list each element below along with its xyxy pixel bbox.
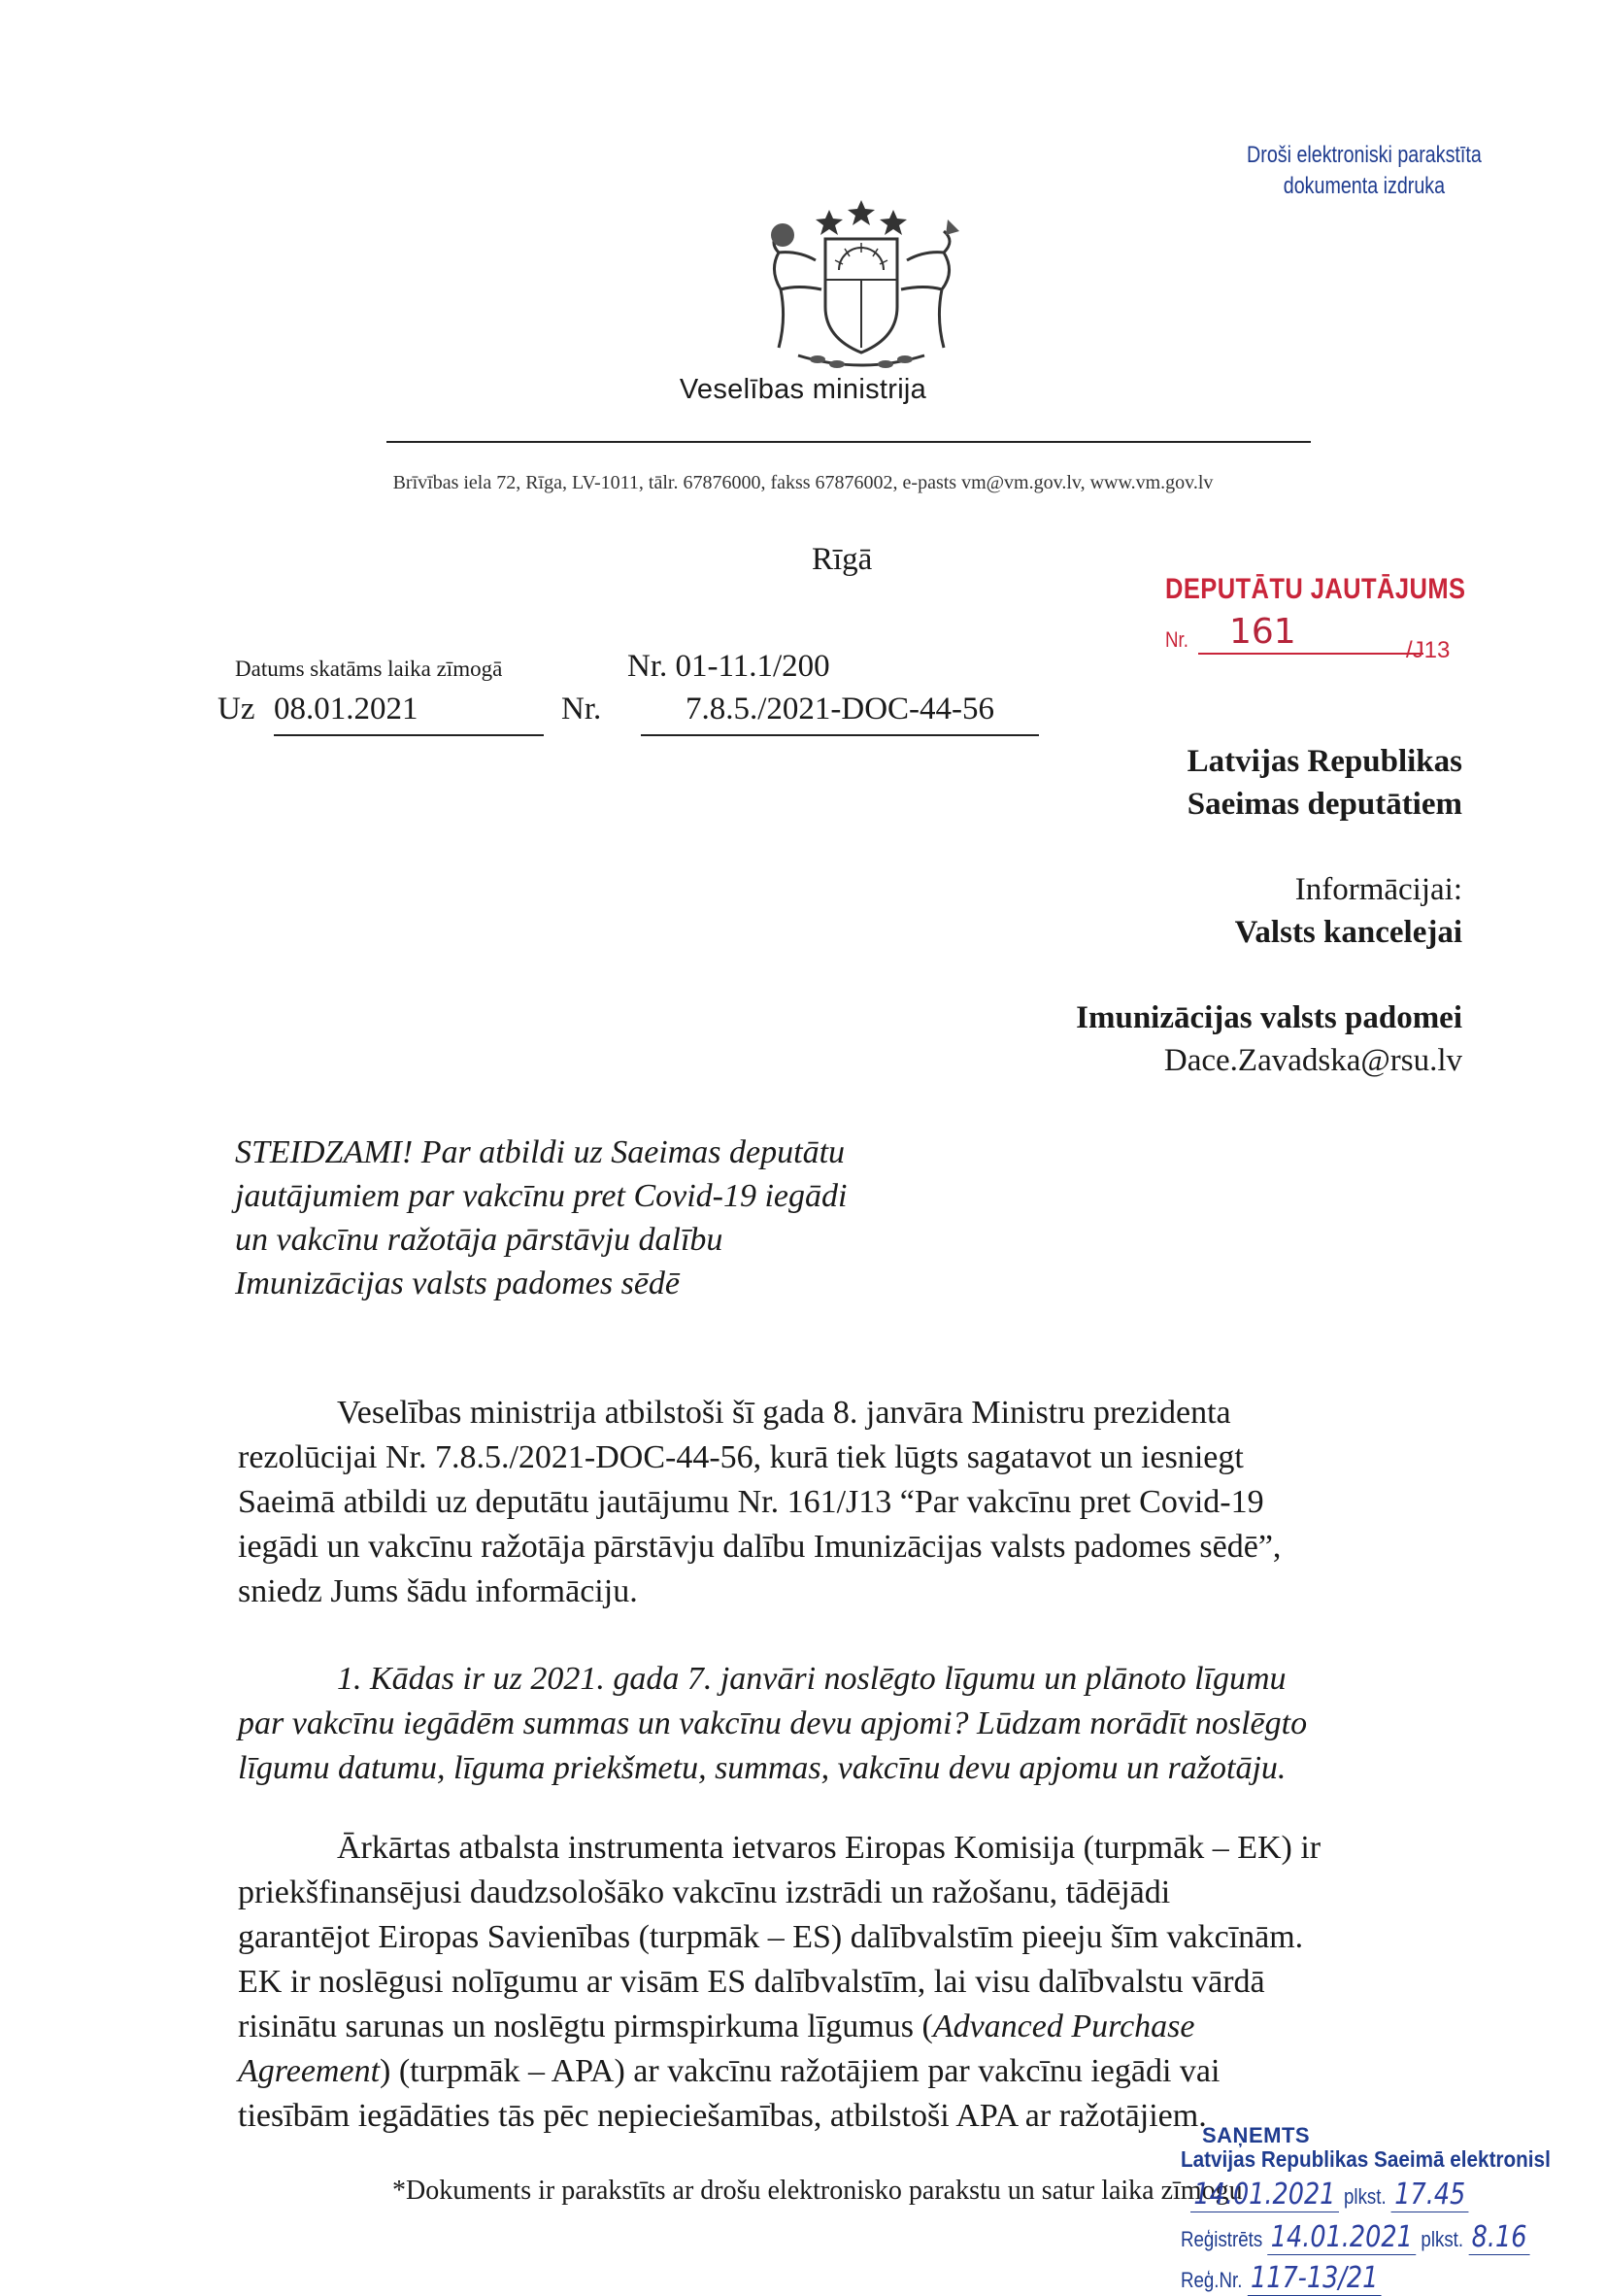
council-email: Dace.Zavadska@rsu.lv	[1163, 1043, 1462, 1078]
text-span-italic: Agreement	[238, 2053, 381, 2089]
reply-to-doc-number: 7.8.5./2021-DOC-44-56	[641, 692, 1039, 736]
received-stamp-title: SAŅEMTS	[1202, 2123, 1311, 2147]
registered-time: 8.16	[1468, 2220, 1530, 2255]
esign-stamp	[1247, 140, 1482, 202]
date-label: Datums skatāms laika zīmogā	[235, 657, 503, 681]
reply-to-date: 08.01.2021	[274, 692, 544, 736]
letter-subject	[235, 1131, 973, 1305]
document-number: Nr. 01-11.1/200	[627, 649, 830, 684]
deputies-stamp-title: DEPUTĀTU JAUTĀJUMS	[1165, 573, 1466, 605]
primary-recipient-line-1: Latvijas Republikas	[1187, 744, 1462, 779]
info-label: Informācijai:	[1294, 872, 1462, 907]
info-recipient-name: Valsts kancelejai	[1234, 915, 1462, 950]
deputies-stamp-suffix: /J13	[1406, 637, 1451, 663]
text-line	[238, 2049, 1467, 2094]
reply-to-nr-label: Nr.	[561, 692, 602, 726]
deputies-stamp-underline	[1198, 653, 1423, 655]
deputies-stamp-number: 161	[1229, 612, 1296, 652]
registered-row	[1181, 2220, 1530, 2254]
city: Rīgā	[812, 542, 873, 577]
paragraph-intro	[238, 1391, 1467, 1614]
subject-line: jautājumiem par vakcīnu pret Covid-19 iegādi	[235, 1178, 848, 1214]
footnote: *Dokuments ir parakstīts ar drošu elektronisko parakstu un satur laika zīmogu	[392, 2176, 1243, 2206]
text-line: līgumu datumu, līguma priekšmetu, summas, vakcīnu devu apjomu un ražotāju.	[238, 1750, 1287, 1786]
paragraph-answer-1	[238, 1826, 1467, 2139]
deputies-stamp-nr-label: Nr.	[1165, 627, 1188, 652]
received-stamp	[1181, 2123, 1606, 2295]
header-divider	[386, 441, 1311, 443]
text-span-italic: Advanced Purchase	[932, 2009, 1195, 2044]
deputies-question-stamp	[1165, 573, 1519, 663]
reg-nr-row	[1181, 2261, 1382, 2295]
primary-recipient-line-2: Saeimas deputātiem	[1187, 787, 1462, 822]
text-line: tiesībām iegādāties tās pēc nepieciešamības, atbilstoši APA ar ražotājiem.	[238, 2098, 1207, 2134]
reg-nr-label: Reģ.Nr.	[1181, 2268, 1243, 2292]
ministry-address: Brīvības iela 72, Rīga, LV-1011, tālr. 67876000, fakss 67876002, e-pasts vm@vm.gov.lv, www.vm.gov.lv	[392, 472, 1214, 493]
text-line: iegādi un vakcīnu ražotāja pārstāvju dalību Imunizācijas valsts padomes sēdē”,	[238, 1529, 1282, 1565]
coat-of-arms-icon	[740, 192, 983, 377]
council-recipient	[1076, 996, 1462, 1082]
subject-line: un vakcīnu ražotāja pārstāvju dalību	[235, 1222, 723, 1258]
text-span: ) (turpmāk – APA) ar vakcīnu ražotājiem par vakcīnu iegādi vai	[380, 2053, 1221, 2089]
subject-line: Imunizācijas valsts padomes sēdē	[235, 1266, 681, 1301]
text-line: EK ir noslēgusi nolīgumu ar visām ES dalībvalstīm, lai visu dalībvalstu vārdā	[238, 1964, 1265, 2000]
received-date: 14.01.2021	[1190, 2178, 1339, 2212]
text-line: rezolūcijai Nr. 7.8.5./2021-DOC-44-56, kurā tiek lūgts sagatavot un iesniegt	[238, 1439, 1244, 1475]
text-line: par vakcīnu iegādēm summas un vakcīnu devu apjomi? Lūdzam norādīt noslēgto	[238, 1705, 1308, 1741]
registered-time-label: plkst.	[1421, 2227, 1464, 2251]
received-time: 17.45	[1391, 2178, 1469, 2212]
text-line: Veselības ministrija atbilstoši šī gada 8. janvāra Ministru prezidenta	[337, 1395, 1231, 1431]
ministry-name: Veselības ministrija	[679, 374, 927, 405]
paragraph-question-1	[238, 1657, 1467, 1791]
primary-recipient	[1188, 740, 1462, 826]
esign-line-2: dokumenta izdruka	[1283, 173, 1446, 199]
text-line: Saeimā atbildi uz deputātu jautājumu Nr. 161/J13 “Par vakcīnu pret Covid-19	[238, 1484, 1264, 1520]
council-name: Imunizācijas valsts padomei	[1076, 1000, 1462, 1035]
reg-nr: 117-13/21	[1248, 2261, 1382, 2296]
text-line: priekšfinansējusi daudzsološāko vakcīnu izstrādi un ražošanu, tādējādi	[238, 1874, 1171, 1910]
received-time-label: plkst.	[1344, 2184, 1387, 2209]
text-line: Ārkārtas atbalsta instrumenta ietvaros Eiropas Komisija (turpmāk – EK) ir	[337, 1830, 1322, 1866]
text-line: sniedz Jums šādu informāciju.	[238, 1573, 638, 1609]
info-recipient	[1235, 868, 1462, 954]
registered-date: 14.01.2021	[1267, 2220, 1416, 2255]
text-span: risinātu sarunas un noslēgtu pirmspirkuma līgumus (	[238, 2009, 933, 2044]
reply-to-label: Uz	[217, 692, 255, 726]
text-line: 1. Kādas ir uz 2021. gada 7. janvāri noslēgto līgumu un plānoto līgumu	[337, 1661, 1287, 1697]
registered-label: Reģistrēts	[1181, 2227, 1263, 2251]
subject-line: STEIDZAMI! Par atbildi uz Saeimas deputātu	[235, 1134, 846, 1170]
received-stamp-org: Latvijas Republikas Saeimā elektronisl	[1181, 2146, 1551, 2172]
text-line: garantējot Eiropas Savienības (turpmāk – ES) dalībvalstīm pieeju šīm vakcīnām.	[238, 1919, 1304, 1955]
text-line	[238, 2005, 1467, 2049]
received-row	[1190, 2178, 1469, 2212]
esign-line-1: Droši elektroniski parakstīta	[1247, 142, 1482, 168]
